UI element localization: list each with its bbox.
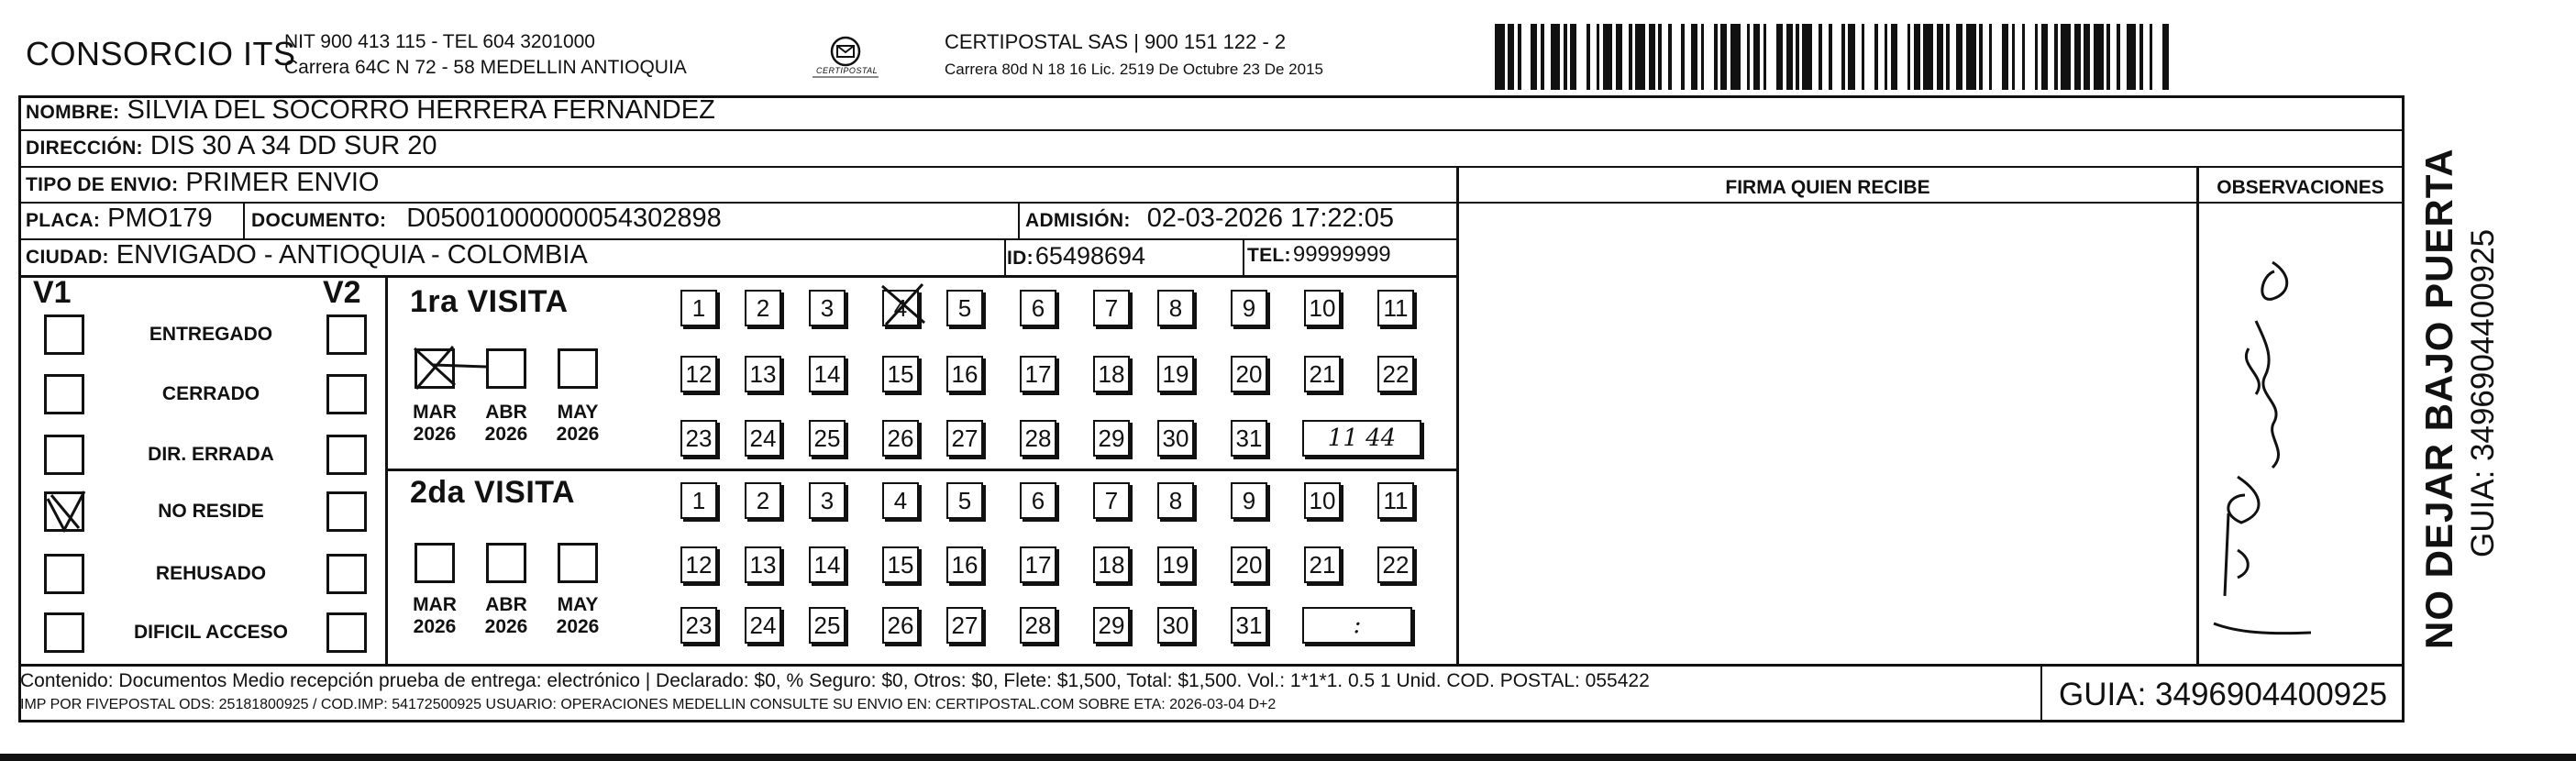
second-visit-day-box[interactable]: 13 <box>745 546 781 583</box>
first-visit-day-box[interactable]: 14 <box>809 356 846 392</box>
first-visit-day-box[interactable]: 11 <box>1377 290 1414 326</box>
status-checkbox-v1[interactable] <box>44 314 84 355</box>
document-label: DOCUMENTO: <box>251 210 387 231</box>
send-type: PRIMER ENVIO <box>185 168 380 197</box>
second-visit-day-box[interactable]: 20 <box>1231 546 1267 583</box>
second-visit-month-label <box>479 594 534 638</box>
second-visit-day-box[interactable]: 3 <box>809 482 846 519</box>
status-checkbox-v2[interactable] <box>326 314 367 355</box>
second-visit-day-box[interactable]: 15 <box>882 546 919 583</box>
id-value: 65498694 <box>1034 242 1146 270</box>
first-visit-month-label <box>479 402 534 446</box>
recipient-name: SILVIA DEL SOCORRO HERRERA FERNANDEZ <box>127 95 715 125</box>
tel-label: TEL: <box>1247 245 1291 266</box>
status-label: REHUSADO <box>155 563 267 584</box>
first-visit-month-label <box>407 402 462 446</box>
second-visit-day-box[interactable]: 28 <box>1020 607 1056 644</box>
first-visit-day-box[interactable]: 1 <box>680 290 717 326</box>
second-visit-day-box[interactable]: 5 <box>946 482 983 519</box>
first-visit-day-box[interactable]: 15 <box>882 356 919 392</box>
city-value: ENVIGADO - ANTIOQUIA - COLOMBIA <box>116 240 588 270</box>
first-visit-day-box[interactable]: 25 <box>809 420 846 457</box>
first-visit-title: 1ra VISITA <box>410 284 569 319</box>
first-visit-day-box[interactable]: 20 <box>1231 356 1267 392</box>
first-visit-month-box[interactable] <box>558 348 598 389</box>
status-checkbox-v2[interactable] <box>326 435 367 475</box>
status-label: CERRADO <box>161 383 260 404</box>
second-visit-day-box[interactable]: 17 <box>1020 546 1056 583</box>
first-visit-day-box[interactable]: 27 <box>946 420 983 457</box>
company-nit: NIT 900 413 115 - TEL 604 3201000 <box>284 31 595 52</box>
first-visit-time-box[interactable]: 11 44 <box>1302 420 1421 457</box>
first-visit-day-box[interactable]: 5 <box>946 290 983 326</box>
second-visit-day-box[interactable]: 29 <box>1093 607 1130 644</box>
second-visit-day-box[interactable]: 1 <box>680 482 717 519</box>
first-visit-day-box[interactable]: 17 <box>1020 356 1056 392</box>
status-label: DIR. ERRADA <box>148 444 274 465</box>
first-visit-day-box[interactable]: 30 <box>1157 420 1194 457</box>
send-type-row <box>26 168 379 198</box>
month-name: MAY <box>557 594 599 615</box>
carrier-license: Carrera 80d N 18 16 Lic. 2519 De Octubre 23 De 2015 <box>945 61 1323 78</box>
second-visit-title: 2da VISITA <box>410 475 576 510</box>
month-name: ABR <box>485 402 527 423</box>
second-visit-month-label <box>407 594 462 638</box>
status-checkbox-v1[interactable] <box>44 554 84 594</box>
first-visit-day-box[interactable]: 22 <box>1377 356 1414 392</box>
send-type-label: TIPO DE ENVIO: <box>26 174 179 195</box>
name-label: NOMBRE: <box>26 102 120 123</box>
plate-label: PLACA: <box>26 210 101 231</box>
month-name: MAY <box>557 402 599 423</box>
second-visit-day-box[interactable]: 6 <box>1020 482 1056 519</box>
second-visit-month-label <box>550 594 605 638</box>
tel-value: 99999999 <box>1292 242 1391 267</box>
footer-content-line: Contenido: Documentos Medio recepción prueba de entrega: electrónico | Declarado: $0, % Seguro: $0, Otros: $0, Flete: $1,500, Total: $1,500. Vol.: 1*1*1. 0.5 1 Unid. COD. POSTAL: 055422 <box>20 670 1650 691</box>
signature-header: FIRMA QUIEN RECIBE <box>1725 177 1930 198</box>
company-name: CONSORCIO ITS <box>26 35 296 72</box>
month-name: MAR <box>413 402 457 423</box>
second-visit-time-box[interactable]: : <box>1302 607 1412 644</box>
second-visit-day-box[interactable]: 7 <box>1093 482 1130 519</box>
month-name: ABR <box>485 594 527 615</box>
bottom-border <box>0 754 2576 761</box>
status-checkbox-v2[interactable] <box>326 374 367 414</box>
second-visit-day-box[interactable]: 8 <box>1157 482 1194 519</box>
first-visit-day-box[interactable]: 31 <box>1231 420 1267 457</box>
first-visit-day-box[interactable]: 8 <box>1157 290 1194 326</box>
month-year: 2026 <box>413 424 457 445</box>
second-visit-day-box[interactable]: 26 <box>882 607 919 644</box>
second-visit-day-box[interactable]: 4 <box>882 482 919 519</box>
carrier-name: CERTIPOSTAL SAS | 900 151 122 - 2 <box>945 30 1287 53</box>
second-visit-day-box[interactable]: 31 <box>1231 607 1267 644</box>
first-visit-day-box[interactable]: 13 <box>745 356 781 392</box>
tel-cell <box>1247 242 1391 268</box>
plate-cell <box>26 204 213 234</box>
footer-guia: GUIA: 3496904400925 <box>2059 677 2388 712</box>
first-visit-day-box[interactable]: 12 <box>680 356 717 392</box>
first-visit-day-box[interactable]: 23 <box>680 420 717 457</box>
second-visit-day-box[interactable]: 12 <box>680 546 717 583</box>
document-cell <box>251 204 722 234</box>
second-visit-day-box[interactable]: 18 <box>1093 546 1130 583</box>
v2-header: V2 <box>323 275 361 310</box>
recipient-address: DIS 30 A 34 DD SUR 20 <box>149 131 437 160</box>
first-visit-month-label <box>550 402 605 446</box>
first-visit-month-box[interactable] <box>415 348 455 389</box>
admission-label: ADMISIÓN: <box>1025 210 1131 231</box>
second-visit-day-box[interactable]: 30 <box>1157 607 1194 644</box>
logo-text: CERTIPOSTAL <box>816 66 879 75</box>
document-value: D05001000000054302898 <box>406 204 722 233</box>
second-visit-month-box[interactable] <box>558 543 598 583</box>
status-label: DIFICIL ACCESO <box>133 622 288 643</box>
status-checkbox-v1[interactable] <box>44 491 84 532</box>
recipient-name-row <box>26 95 715 126</box>
month-year: 2026 <box>484 616 528 637</box>
first-visit-day-box[interactable]: 4 <box>882 290 919 326</box>
second-visit-month-box[interactable] <box>415 543 455 583</box>
status-label: ENTREGADO <box>149 324 273 345</box>
status-checkbox-v2[interactable] <box>326 612 367 653</box>
second-visit-day-box[interactable]: 16 <box>946 546 983 583</box>
second-visit-day-box[interactable]: 23 <box>680 607 717 644</box>
first-visit-day-box[interactable]: 19 <box>1157 356 1194 392</box>
handwritten-signature <box>2214 262 2311 634</box>
footer-imp-line: IMP POR FIVEPOSTAL ODS: 25181800925 / COD.IMP: 54172500925 USUARIO: OPERACIONES MEDELLIN CONSULTE SU ENVIO EN: CERTIPOSTAL.COM SOBRE ETA: 2026-03-04 D+2 <box>20 697 1277 712</box>
id-cell <box>1007 242 1145 270</box>
first-visit-day-box[interactable]: 16 <box>946 356 983 392</box>
status-checkbox-v1[interactable] <box>44 612 84 653</box>
second-visit-day-box[interactable]: 11 <box>1377 482 1414 519</box>
admission-value: 02-03-2026 17:22:05 <box>1146 204 1394 233</box>
second-visit-day-box[interactable]: 2 <box>745 482 781 519</box>
first-visit-month-box[interactable] <box>486 348 526 389</box>
second-visit-day-box[interactable]: 21 <box>1304 546 1341 583</box>
city-row <box>26 240 588 270</box>
first-visit-day-box[interactable]: 29 <box>1093 420 1130 457</box>
first-visit-day-box[interactable]: 9 <box>1231 290 1267 326</box>
first-visit-day-box[interactable]: 10 <box>1304 290 1341 326</box>
second-visit-day-box[interactable]: 22 <box>1377 546 1414 583</box>
id-label: ID: <box>1007 248 1034 269</box>
second-visit-day-box[interactable]: 27 <box>946 607 983 644</box>
second-visit-day-box[interactable]: 9 <box>1231 482 1267 519</box>
month-year: 2026 <box>556 424 600 445</box>
second-visit-month-box[interactable] <box>486 543 526 583</box>
second-visit-day-box[interactable]: 24 <box>745 607 781 644</box>
month-year: 2026 <box>556 616 600 637</box>
side-instruction: NO DEJAR BAJO PUERTA <box>2417 148 2460 649</box>
second-visit-day-box[interactable]: 10 <box>1304 482 1341 519</box>
first-visit-day-box[interactable]: 21 <box>1304 356 1341 392</box>
company-address: Carrera 64C N 72 - 58 MEDELLIN ANTIOQUIA <box>284 57 687 78</box>
first-visit-day-box[interactable]: 18 <box>1093 356 1130 392</box>
envelope-circle-icon <box>809 31 882 86</box>
first-visit-day-box[interactable]: 6 <box>1020 290 1056 326</box>
status-label: NO RESIDE <box>158 501 264 522</box>
month-year: 2026 <box>484 424 528 445</box>
first-visit-day-box[interactable]: 24 <box>745 420 781 457</box>
first-visit-day-box[interactable]: 7 <box>1093 290 1130 326</box>
status-checkbox-v2[interactable] <box>326 491 367 532</box>
side-guia: GUIA: 3496904400925 <box>2465 228 2501 557</box>
address-label: DIRECCIÓN: <box>26 138 143 159</box>
month-name: MAR <box>413 594 457 615</box>
status-checkbox-v1[interactable] <box>44 374 84 414</box>
admission-cell <box>1025 204 1394 234</box>
first-visit-day-box[interactable]: 3 <box>809 290 846 326</box>
month-year: 2026 <box>413 616 457 637</box>
first-visit-day-box[interactable]: 2 <box>745 290 781 326</box>
v1-header: V1 <box>33 275 72 310</box>
second-visit-day-box[interactable]: 25 <box>809 607 846 644</box>
second-visit-day-box[interactable]: 19 <box>1157 546 1194 583</box>
observations-header: OBSERVACIONES <box>2217 177 2384 198</box>
first-visit-day-box[interactable]: 28 <box>1020 420 1056 457</box>
certipostal-logo <box>809 31 882 86</box>
recipient-address-row <box>26 131 437 161</box>
barcode <box>1495 24 2173 90</box>
status-checkbox-v1[interactable] <box>44 435 84 475</box>
second-visit-day-box[interactable]: 14 <box>809 546 846 583</box>
first-visit-day-box[interactable]: 26 <box>882 420 919 457</box>
status-checkbox-v2[interactable] <box>326 554 367 594</box>
plate-value: PMO179 <box>107 204 213 233</box>
city-label: CIUDAD: <box>26 247 109 268</box>
